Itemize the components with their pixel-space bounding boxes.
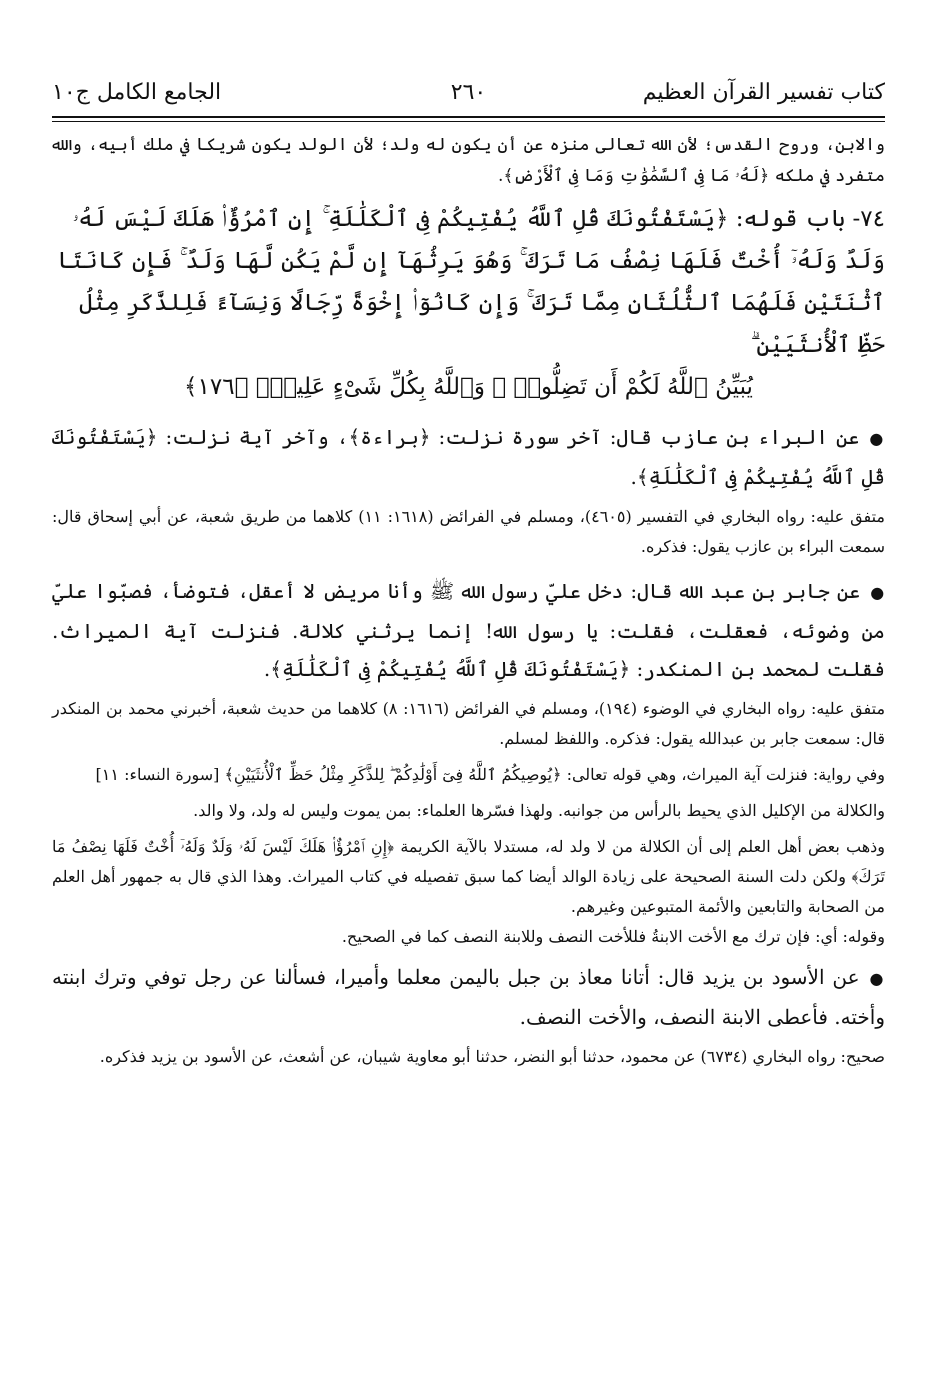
takhrij-jabir: متفق عليه: رواه البخاري في الوضوء (١٩٤)، ومسلم في الفرائض (١٦١٦: ٨) كلاهما من حديث شعبة، أخبرني محمد بن المنكدر قال: سمعت جابر بن عبدالله يقول: فذكره. واللفظ لمسلم. [52, 699, 886, 748]
page-content [52, 130, 885, 1072]
page-header [52, 72, 885, 112]
takhrij-aswad: صحيح: رواه البخاري (٦٧٣٤) عن محمود، حدثنا أبو النضر، حدثنا أبو معاوية شيبان، عن أشعث، عن الأسود بن يزيد فذكره. [99, 1047, 885, 1066]
scholars-opinion: وذهب بعض أهل العلم إلى أن الكلالة من لا ولد له، مستدلا بالآية الكريمة ﴿إِنِ ٱمْرُؤٌا۟ هَلَكَ لَيْسَ لَهُۥ وَلَدٌ وَلَهُۥٓ أُخْتٌ فَلَهَا نِصْفُ مَا تَرَكَ﴾ ولكن دلت السنة الصحيحة على زيادة الوالد أيضا كما سبق تفصيله في كتاب الميراث. وهذا الذي قال به جمهور أهل العلم من الصحابة والتابعين والأئمة المتبوعين وغيرهم. [52, 837, 885, 916]
verse-explanation: وقوله: أي: فإن ترك مع الأخت الابنةُ فللأخت النصف وللابنة النصف كما في الصحيح. [341, 927, 885, 946]
kalala-definition: والكلالة من الإكليل الذي يحيط بالرأس من جوانبه. ولهذا فسّرها العلماء: بمن يموت وليس له ولد، ولا والد. [193, 801, 885, 820]
header-rule-thick [52, 116, 885, 118]
bullet-icon: ● [869, 429, 885, 448]
page-number: ٢٦٠ [450, 79, 487, 105]
volume-title: الجامع الكامل ج١٠ [52, 79, 222, 105]
takhrij-bara: متفق عليه: رواه البخاري في التفسير (٤٦٠٥)، ومسلم في الفرائض (١٦١٨: ١١) كلاهما من طريق شعبة، عن أبي إسحاق قال: سمعت البراء بن عازب يقول: فذكره. [52, 507, 885, 556]
header-rule-thin [52, 121, 885, 122]
hadith-text: عن البراء بن عازب قال: آخر سورة نزلت: ﴿براءة﴾، وآخر آية نزلت: ﴿يَسْتَفْتُونَكَ قُلِ ٱللَّهُ يُفْتِيكُمْ فِى ٱلْكَلَٰلَةِ﴾. [52, 425, 885, 489]
chapter-heading-verse: ٧٤- باب قوله: ﴿يَسْتَفْتُونَكَ قُلِ ٱللَّهُ يُفْتِيكُمْ فِى ٱلْكَلَٰلَةِ ۚ إِنِ ٱمْرُؤٌا۟ هَلَكَ لَيْسَ لَهُۥ وَلَدٌ وَلَهُۥٓ أُخْتٌ فَلَهَا نِصْفُ مَا تَرَكَ ۚ وَهُوَ يَرِثُهَآ إِن لَّمْ يَكُن لَّهَا وَلَدٌ ۚ فَإِن كَانَتَا ٱثْنَتَيْنِ فَلَهُمَا ٱلثُّلُثَانِ مِمَّا تَرَكَ ۚ وَإِن كَانُوٓا۟ إِخْوَةً رِّجَالًا وَنِسَآءً فَلِلذَّكَرِ مِثْلُ حَظِّ ٱلْأُنثَيَيْنِ ۗ [57, 206, 885, 358]
hadith-bara [52, 418, 885, 496]
hadith-aswad [52, 958, 885, 1036]
hadith-text: عن جابر بن عبد الله قال: دخل عليّ رسول الله ﷺ وأنا مريض لا أعقل، فتوضأ، فصبّوا عليّ من وضوئه، فعقلت، فقلت: يا رسول الله! إنما يرثني كلالة. فنزلت آية الميراث. فقلت لمحمد بن المنكدر: ﴿يَسْتَفْتُونَكَ قُلِ ٱللَّهُ يُفْتِيكُمْ فِى ٱلْكَلَٰلَةِ﴾. [52, 579, 885, 681]
hadith-text: عن الأسود بن يزيد قال: أتانا معاذ بن جبل باليمن معلما وأميرا، فسألنا عن رجل توفي وترك ابنته وأخته. فأعطى الابنة النصف، والأخت النصف. [52, 965, 885, 1029]
intro-paragraph: والابن، وروح القدس؛ لأن الله تعالى منزه عن أن يكون له ولد؛ لأن الولد يكون شريكا في ملك أبيه، والله متفرد في ملكه ﴿لَهُۥ مَا فِى ٱلسَّمَٰوَٰتِ وَمَا فِى ٱلْأَرْضِ﴾. [52, 135, 885, 186]
riwaya-note: وفي رواية: فنزلت آية الميراث، وهي قوله تعالى: ﴿يُوصِيكُمُ ٱللَّهُ فِىٓ أَوْلَٰدِكُمْ ۖ لِلذَّكَرِ مِثْلُ حَظِّ ٱلْأُنثَيَيْنِ﴾ [سورة النساء: ١١] [95, 765, 885, 784]
book-title: كتاب تفسير القرآن العظيم [642, 79, 885, 105]
bullet-icon: ● [870, 583, 885, 602]
bullet-icon: ● [869, 969, 885, 988]
hadith-jabir [52, 572, 885, 688]
verse-ending: يُبَيِّنُ ٱللَّهُ لَكُمْ أَن تَضِلُّوا۟ ۗ وَٱللَّهُ بِكُلِّ شَىْءٍ عَلِيمٌۢ ﴿١٧٦﴾ [184, 374, 753, 400]
